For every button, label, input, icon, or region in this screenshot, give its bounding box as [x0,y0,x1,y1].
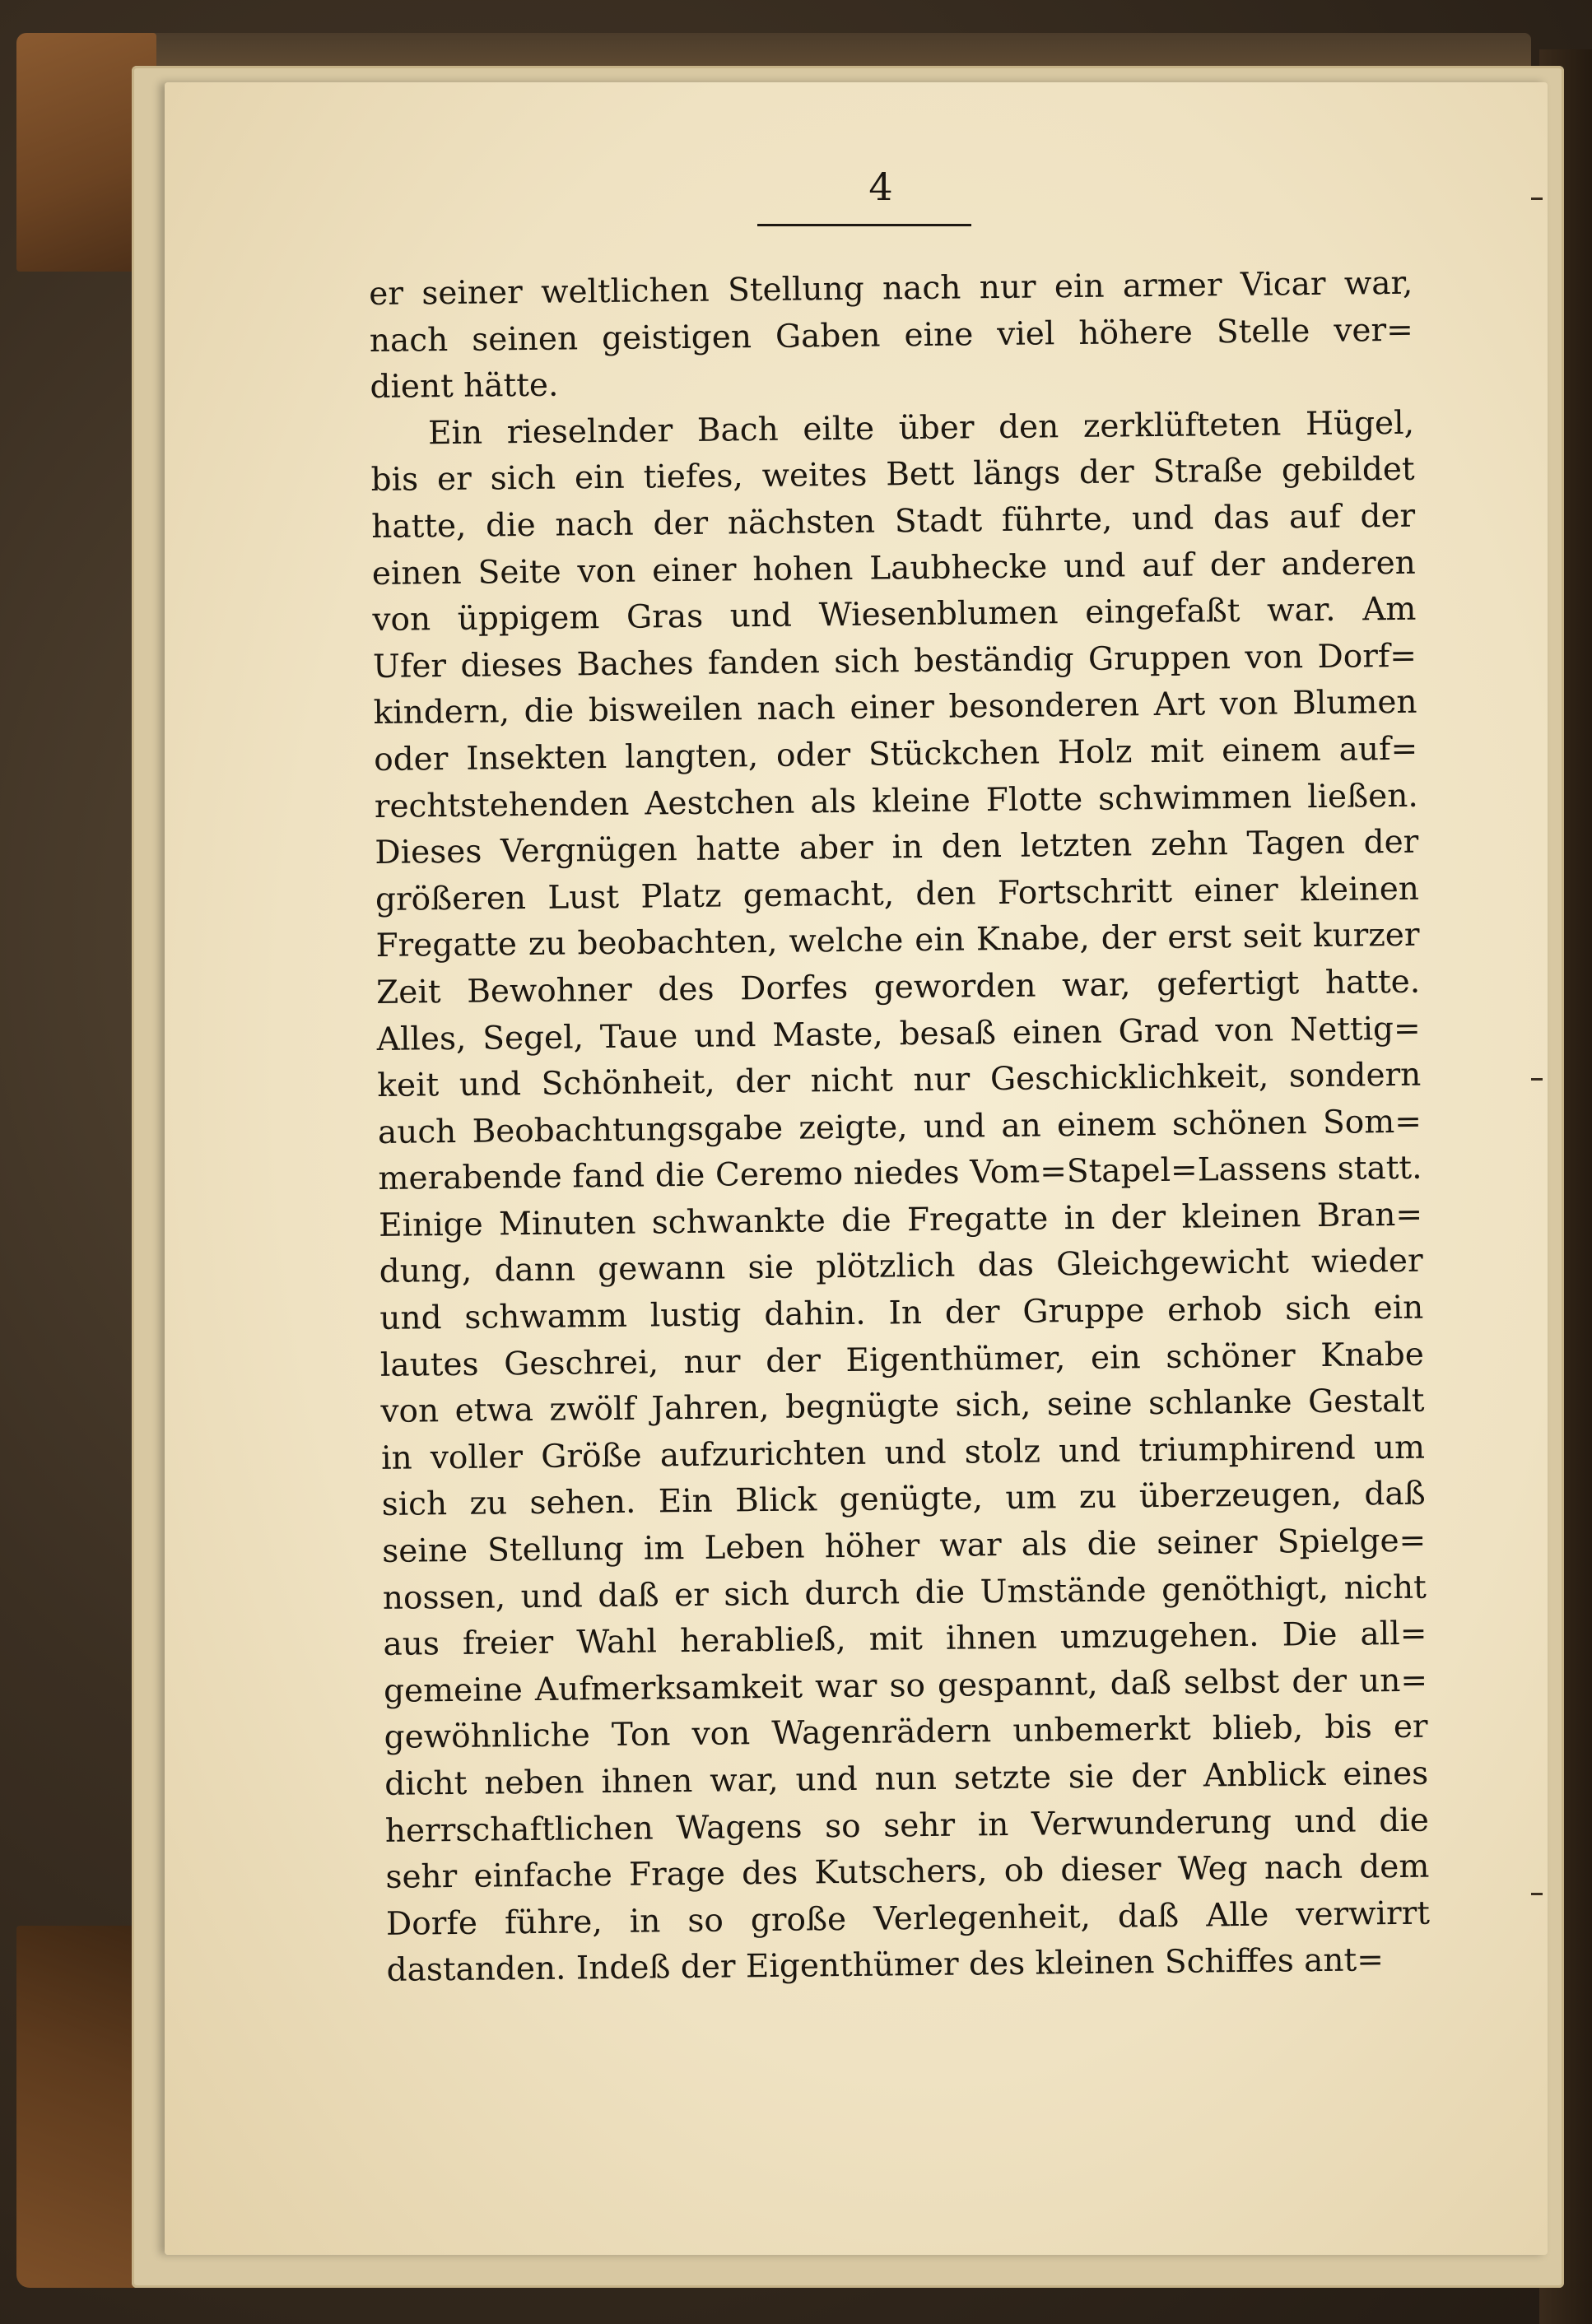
text-line: aus freier Wahl herabließ, mit ihnen umzugehen. Die all= [383,1615,1427,1664]
text-line: herrschaftlichen Wagens so sehr in Verwunderung und die [384,1801,1430,1850]
text-line: Dieses Vergnügen hatte aber in den letzten zehn Tagen der [375,823,1419,872]
margin-mark [1531,198,1543,200]
text-line: dastanden. Indeß der Eigenthümer des kleinen Schiffes ant= [386,1941,1385,1990]
text-line: dient hätte. [370,366,559,407]
text-line: bis er sich ein tiefes, weites Bett längs der Straße gebildet [370,451,1415,500]
text-line: hatte, die nach der nächsten Stadt führte, und das auf der [371,497,1416,546]
text-line: und schwamm lustig dahin. In der Gruppe erhob sich ein [379,1289,1424,1337]
text-line: rechtstehenden Aestchen als kleine Flotte schwimmen ließen. [374,777,1418,825]
text-line: nossen, und daß er sich durch die Umstände genöthigt, nicht [382,1569,1427,1617]
text-line: dicht neben ihnen war, und nun setzte sie der Anblick eines [384,1755,1429,1803]
text-line: auch Beobachtungsgabe zeigte, und an einem schönen Som= [377,1103,1422,1151]
body-text [369,261,1431,1995]
text-line: er seiner weltlichen Stellung nach nur ein armer Vicar war, [369,264,1413,313]
text-line: gemeine Aufmerksamkeit war so gespannt, daß selbst der un= [383,1662,1428,1710]
page-number: 4 [868,165,893,209]
text-line: keit und Schönheit, der nicht nur Geschicklichkeit, sondern [377,1056,1422,1105]
text-line: nach seinen geistigen Gaben eine viel höhere Stelle ver= [369,311,1414,360]
text-line: oder Insekten langten, oder Stückchen Holz mit einem auf= [373,730,1418,779]
text-line: kindern, die bisweilen nach einer besonderen Art von Blumen [373,684,1417,732]
text-line: seine Stellung im Leben höher war als die seiner Spielge= [382,1522,1427,1570]
header-rule [757,224,971,226]
text-line: größeren Lust Platz gemacht, den Fortschritt einer kleinen [375,870,1420,918]
text-line: Dorfe führe, in so große Verlegenheit, daß Alle verwirrt [385,1894,1431,1943]
text-line: Zeit Bewohner des Dorfes geworden war, gefertigt hatte. [375,963,1421,1011]
text-line: in voller Größe aufzurichten und stolz und triumphirend um [380,1429,1426,1477]
text-line: Fregatte zu beobachten, welche ein Knabe, der erst seit kurzer [375,916,1420,965]
text-line: sich zu sehen. Ein Blick genügte, um zu überzeugen, daß [381,1476,1426,1524]
text-line: Alles, Segel, Taue und Maste, besaß einen Grad von Nettig= [376,1010,1421,1058]
text-line: gewöhnliche Ton von Wagenrädern unbemerkt blieb, bis er [384,1708,1428,1757]
text-line: von etwa zwölf Jahren, begnügte sich, seine schlanke Gestalt [380,1382,1425,1431]
text-line: dung, dann gewann sie plötzlich das Gleichgewicht wieder [379,1243,1423,1291]
text-line: einen Seite von einer hohen Laubhecke und auf der anderen [371,544,1417,593]
text-line: Ufer dieses Baches fanden sich beständig Gruppen von Dorf= [372,637,1417,686]
text-line: sehr einfache Frage des Kutschers, ob dieser Weg nach dem [385,1848,1430,1897]
text-line: Ein rieselnder Bach eilte über den zerklüfteten Hügel, [427,404,1415,453]
margin-mark [1531,1078,1543,1081]
text-line: lautes Geschrei, nur der Eigenthümer, ein schöner Knabe [379,1336,1425,1384]
text-line: merabende fand die Ceremo niedes Vom=Stapel=Lassens statt. [378,1149,1422,1198]
text-line: von üppigem Gras und Wiesenblumen eingefaßt war. Am [372,590,1417,639]
margin-mark [1531,1893,1543,1895]
text-line: Einige Minuten schwankte die Fregatte in der kleinen Bran= [378,1196,1423,1244]
